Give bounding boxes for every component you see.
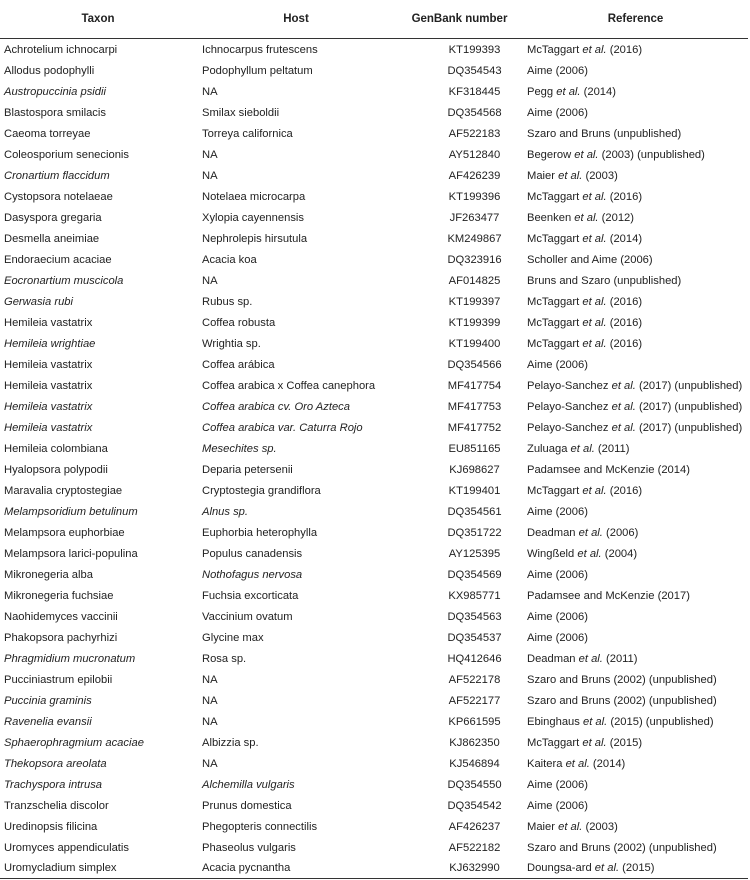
reference-etal: et al. bbox=[582, 715, 608, 728]
genbank-cell: DQ354569 bbox=[447, 568, 502, 581]
reference-cell bbox=[523, 459, 748, 480]
host-cell: Phegopteris connectilis bbox=[202, 820, 318, 833]
reference-authors: Pegg bbox=[527, 85, 557, 98]
host-cell: Coffea arabica cv. Oro Azteca bbox=[202, 400, 350, 413]
table-row bbox=[0, 858, 748, 879]
reference-year: (2016) bbox=[606, 484, 643, 497]
reference-cell bbox=[523, 81, 748, 102]
header-host: Host bbox=[196, 0, 396, 39]
table-row bbox=[0, 207, 748, 228]
genbank-cell: KT199393 bbox=[448, 43, 501, 56]
host-cell: Nephrolepis hirsutula bbox=[202, 232, 308, 245]
host-cell: NA bbox=[202, 694, 218, 707]
reference-year: (2003) bbox=[582, 820, 618, 833]
genbank-cell: DQ354563 bbox=[447, 610, 502, 623]
reference-etal: et al. bbox=[582, 736, 607, 749]
reference-cell bbox=[523, 186, 748, 207]
taxon-cell: Thekopsora areolata bbox=[4, 757, 107, 770]
genbank-cell: DQ323916 bbox=[447, 253, 502, 266]
reference-year: (2011) bbox=[594, 442, 630, 455]
reference-cell bbox=[523, 39, 748, 61]
reference-etal: et al. bbox=[582, 232, 607, 245]
genbank-cell: KT199397 bbox=[448, 295, 501, 308]
taxon-cell: Desmella aneimiae bbox=[4, 232, 100, 245]
taxon-cell: Blastospora smilacis bbox=[4, 106, 106, 119]
reference-cell bbox=[523, 270, 748, 291]
reference-etal: et al. bbox=[611, 421, 636, 434]
taxon-cell: Mikronegeria fuchsiae bbox=[4, 589, 114, 602]
host-cell: Vaccinium ovatum bbox=[202, 610, 293, 623]
header-reference: Reference bbox=[523, 0, 748, 39]
genbank-cell: KJ546894 bbox=[449, 757, 500, 770]
reference-year: (2003) (unpublished) bbox=[598, 148, 705, 161]
taxon-cell: Caeoma torreyae bbox=[4, 127, 91, 140]
host-cell: Alchemilla vulgaris bbox=[202, 778, 295, 791]
host-cell: Fuchsia excorticata bbox=[202, 589, 299, 602]
reference-year: (2016) bbox=[606, 316, 643, 329]
reference-authors: Szaro and Bruns (unpublished) bbox=[527, 127, 682, 140]
reference-year: (2014) bbox=[589, 757, 626, 770]
host-cell: Alnus sp. bbox=[202, 505, 249, 518]
taxon-cell: Dasyspora gregaria bbox=[4, 211, 102, 224]
host-cell: Acacia pycnantha bbox=[196, 858, 396, 879]
reference-etal: et al. bbox=[556, 85, 581, 98]
reference-authors: Aime (2006) bbox=[527, 568, 588, 581]
taxon-cell: Endoraecium acaciae bbox=[4, 253, 112, 266]
header-genbank: GenBank number bbox=[396, 0, 523, 39]
reference-etal: et al. bbox=[582, 43, 607, 56]
genbank-cell: AF522182 bbox=[448, 841, 501, 854]
genbank-cell: DQ354561 bbox=[447, 505, 502, 518]
table-row bbox=[0, 354, 748, 375]
taxon-cell: Hyalopsora polypodii bbox=[4, 463, 108, 476]
reference-authors: McTaggart bbox=[527, 337, 583, 350]
reference-authors: Aime (2006) bbox=[527, 505, 588, 518]
genbank-cell: DQ354537 bbox=[447, 631, 502, 644]
reference-cell bbox=[523, 228, 748, 249]
taxon-cell: Coleosporium senecionis bbox=[4, 148, 129, 161]
reference-cell bbox=[523, 249, 748, 270]
taxon-cell: Melampsoridium betulinum bbox=[4, 505, 138, 518]
reference-authors: Aime (2006) bbox=[527, 358, 588, 371]
reference-cell bbox=[523, 333, 748, 354]
genbank-cell: KP661595 bbox=[448, 715, 501, 728]
reference-etal: et al. bbox=[611, 379, 636, 392]
table-body bbox=[0, 39, 748, 879]
reference-authors: Padamsee and McKenzie (2017) bbox=[527, 589, 690, 602]
reference-etal: et al. bbox=[582, 295, 607, 308]
host-cell: Coffea arábica bbox=[202, 358, 275, 371]
taxon-cell: Mikronegeria alba bbox=[4, 568, 93, 581]
taxon-cell: Hemileia vastatrix bbox=[4, 358, 93, 371]
reference-authors: Maier bbox=[527, 820, 559, 833]
reference-authors: Deadman bbox=[527, 652, 579, 665]
host-cell: Prunus domestica bbox=[202, 799, 292, 812]
reference-cell bbox=[523, 774, 748, 795]
reference-authors: Ebinghaus bbox=[527, 715, 583, 728]
host-cell: Cryptostegia grandiflora bbox=[202, 484, 321, 497]
reference-authors: McTaggart bbox=[527, 736, 583, 749]
reference-authors: Begerow bbox=[527, 148, 575, 161]
taxon-cell: Hemileia wrightiae bbox=[4, 337, 96, 350]
table-row bbox=[0, 291, 748, 312]
reference-cell bbox=[523, 543, 748, 564]
reference-year: (2011) bbox=[602, 652, 638, 665]
host-cell: Deparia petersenii bbox=[202, 463, 293, 476]
reference-etal: et al. bbox=[574, 211, 599, 224]
host-cell: Nothofagus nervosa bbox=[202, 568, 303, 581]
table-row bbox=[0, 837, 748, 858]
host-cell: Coffea arabica var. Caturra Rojo bbox=[202, 421, 363, 434]
reference-authors: Aime (2006) bbox=[527, 778, 588, 791]
table-row bbox=[0, 228, 748, 249]
reference-year: (2014) bbox=[606, 232, 643, 245]
table-row bbox=[0, 501, 748, 522]
reference-cell bbox=[523, 564, 748, 585]
table-row bbox=[0, 81, 748, 102]
host-cell: Xylopia cayennensis bbox=[202, 211, 304, 224]
reference-authors: Kaitera bbox=[527, 757, 566, 770]
taxon-cell: Cronartium flaccidum bbox=[4, 169, 110, 182]
table-row bbox=[0, 795, 748, 816]
genbank-cell: KT199400 bbox=[448, 337, 501, 350]
taxon-cell: Gerwasia rubi bbox=[4, 295, 74, 308]
genbank-cell: KT199399 bbox=[448, 316, 501, 329]
table-row bbox=[0, 480, 748, 501]
reference-cell bbox=[523, 438, 748, 459]
taxon-cell: Trachyspora intrusa bbox=[4, 778, 103, 791]
host-cell: Glycine max bbox=[202, 631, 264, 644]
reference-authors: Maier bbox=[527, 169, 559, 182]
reference-year: (2012) bbox=[598, 211, 634, 224]
reference-cell bbox=[523, 102, 748, 123]
reference-etal: et al. bbox=[582, 484, 607, 497]
taxon-cell: Hemileia colombiana bbox=[4, 442, 108, 455]
genbank-cell: KT199401 bbox=[448, 484, 501, 497]
host-cell: Mesechites sp. bbox=[202, 442, 277, 455]
host-cell: Coffea arabica x Coffea canephora bbox=[202, 379, 376, 392]
reference-cell bbox=[523, 795, 748, 816]
table-row bbox=[0, 543, 748, 564]
reference-authors: Wingßeld bbox=[527, 547, 578, 560]
reference-cell bbox=[523, 501, 748, 522]
reference-authors: Szaro and Bruns (2002) (unpublished) bbox=[527, 694, 717, 707]
taxon-cell: Uredinopsis filicina bbox=[4, 820, 98, 833]
taxon-cell: Allodus podophylli bbox=[4, 64, 95, 77]
taxon-cell: Tranzschelia discolor bbox=[4, 799, 109, 812]
taxon-cell: Hemileia vastatrix bbox=[4, 316, 93, 329]
table-row bbox=[0, 732, 748, 753]
genbank-cell: DQ354550 bbox=[447, 778, 502, 791]
table-row bbox=[0, 165, 748, 186]
reference-year: (2015) bbox=[619, 862, 655, 874]
reference-authors: McTaggart bbox=[527, 316, 583, 329]
reference-etal: et al. bbox=[558, 169, 583, 182]
taxon-cell: Achrotelium ichnocarpi bbox=[4, 43, 118, 56]
table-row bbox=[0, 249, 748, 270]
reference-cell bbox=[523, 144, 748, 165]
reference-authors: Scholler and Aime (2006) bbox=[527, 253, 653, 266]
taxon-cell: Uromycladium simplex bbox=[0, 858, 196, 879]
host-cell: NA bbox=[202, 148, 218, 161]
taxon-cell: Eocronartium muscicola bbox=[4, 274, 124, 287]
reference-authors: McTaggart bbox=[527, 295, 583, 308]
reference-cell bbox=[523, 816, 748, 837]
host-cell: Rosa sp. bbox=[202, 652, 247, 665]
reference-authors: Aime (2006) bbox=[527, 631, 588, 644]
reference-cell bbox=[523, 627, 748, 648]
genbank-cell: KJ632990 bbox=[396, 858, 523, 879]
table-row bbox=[0, 375, 748, 396]
reference-cell bbox=[523, 753, 748, 774]
taxon-cell: Hemileia vastatrix bbox=[4, 400, 93, 413]
genbank-cell: AF426237 bbox=[448, 820, 501, 833]
reference-year: (2006) bbox=[602, 526, 639, 539]
host-cell: Populus canadensis bbox=[202, 547, 303, 560]
reference-year: (2016) bbox=[606, 295, 643, 308]
taxon-cell: Melampsora euphorbiae bbox=[4, 526, 125, 539]
table-row bbox=[0, 39, 748, 61]
table-row bbox=[0, 270, 748, 291]
reference-authors: Deadman bbox=[527, 526, 579, 539]
reference-etal: et al. bbox=[570, 442, 595, 455]
taxon-cell: Cystopsora notelaeae bbox=[4, 190, 113, 203]
reference-etal: et al. bbox=[574, 148, 599, 161]
genbank-cell: DQ354542 bbox=[447, 799, 502, 812]
table-row bbox=[0, 669, 748, 690]
reference-authors: Bruns and Szaro (unpublished) bbox=[527, 274, 682, 287]
genbank-cell: AF426239 bbox=[448, 169, 501, 182]
reference-year: (2017) (unpublished) bbox=[635, 400, 743, 413]
host-cell: NA bbox=[202, 85, 218, 98]
taxon-cell: Maravalia cryptostegiae bbox=[4, 484, 123, 497]
host-cell: Podophyllum peltatum bbox=[202, 64, 313, 77]
reference-authors: Szaro and Bruns (2002) (unpublished) bbox=[527, 841, 717, 854]
genbank-cell: AF522177 bbox=[448, 694, 501, 707]
table-row bbox=[0, 396, 748, 417]
reference-authors: Aime (2006) bbox=[527, 64, 588, 77]
host-cell: Wrightia sp. bbox=[202, 337, 261, 350]
taxon-cell: Austropuccinia psidii bbox=[4, 85, 106, 98]
reference-cell bbox=[523, 354, 748, 375]
genbank-cell: MF417752 bbox=[447, 421, 502, 434]
reference-cell bbox=[523, 669, 748, 690]
reference-year: (2016) bbox=[606, 337, 643, 350]
genbank-cell: KJ698627 bbox=[449, 463, 500, 476]
reference-cell bbox=[523, 375, 748, 396]
reference-year: (2015) (unpublished) bbox=[607, 715, 714, 728]
reference-cell bbox=[523, 417, 748, 438]
reference-year: (2016) bbox=[606, 190, 643, 203]
table-row bbox=[0, 459, 748, 480]
reference-cell bbox=[523, 585, 748, 606]
genbank-cell: HQ412646 bbox=[447, 652, 502, 665]
reference-cell bbox=[523, 123, 748, 144]
host-cell: Ichnocarpus frutescens bbox=[202, 43, 318, 56]
reference-cell bbox=[523, 837, 748, 858]
table-row bbox=[0, 585, 748, 606]
taxon-cell: Sphaerophragmium acaciae bbox=[4, 736, 144, 749]
genbank-cell: AY512840 bbox=[448, 148, 501, 161]
genbank-cell: MF417754 bbox=[447, 379, 502, 392]
reference-etal: et al. bbox=[594, 862, 620, 874]
reference-authors: McTaggart bbox=[527, 232, 583, 245]
table-row bbox=[0, 123, 748, 144]
host-cell: Euphorbia heterophylla bbox=[202, 526, 318, 539]
reference-year: (2017) (unpublished) bbox=[635, 421, 743, 434]
reference-cell bbox=[523, 522, 748, 543]
header-row bbox=[0, 0, 748, 39]
table-row bbox=[0, 774, 748, 795]
table-row bbox=[0, 438, 748, 459]
table-row bbox=[0, 522, 748, 543]
reference-year: (2017) (unpublished) bbox=[635, 379, 743, 392]
reference-authors: Aime (2006) bbox=[527, 610, 588, 623]
reference-authors: Aime (2006) bbox=[527, 106, 588, 119]
table-row bbox=[0, 60, 748, 81]
table-row bbox=[0, 186, 748, 207]
host-cell: Phaseolus vulgaris bbox=[202, 841, 296, 854]
table-row bbox=[0, 690, 748, 711]
genbank-cell: DQ354566 bbox=[447, 358, 502, 371]
reference-year: (2016) bbox=[606, 43, 643, 56]
table-row bbox=[0, 753, 748, 774]
taxon-cell: Ravenelia evansii bbox=[4, 715, 92, 728]
reference-etal: et al. bbox=[611, 400, 636, 413]
reference-cell bbox=[523, 207, 748, 228]
table-row bbox=[0, 333, 748, 354]
host-cell: Smilax sieboldii bbox=[202, 106, 280, 119]
reference-etal: et al. bbox=[558, 820, 583, 833]
genbank-cell: KX985771 bbox=[448, 589, 501, 602]
reference-year: (2004) bbox=[601, 547, 638, 560]
taxon-cell: Melampsora larici-populina bbox=[4, 547, 138, 560]
host-cell: NA bbox=[202, 757, 218, 770]
reference-authors: Doungsa-ard bbox=[527, 862, 595, 874]
reference-authors: McTaggart bbox=[527, 484, 583, 497]
reference-etal: et al. bbox=[582, 316, 607, 329]
reference-etal: et al. bbox=[582, 190, 607, 203]
taxon-cell: Phragmidium mucronatum bbox=[4, 652, 136, 665]
genbank-cell: AF522178 bbox=[448, 673, 501, 686]
reference-cell bbox=[523, 606, 748, 627]
reference-cell bbox=[523, 312, 748, 333]
reference-cell bbox=[523, 480, 748, 501]
genbank-cell: AY125395 bbox=[448, 547, 501, 560]
genbank-cell: EU851165 bbox=[448, 442, 501, 455]
reference-authors: Pelayo-Sanchez bbox=[527, 400, 612, 413]
taxon-cell: Hemileia vastatrix bbox=[4, 379, 93, 392]
table-row bbox=[0, 144, 748, 165]
reference-etal: et al. bbox=[565, 757, 590, 770]
reference-authors: McTaggart bbox=[527, 190, 583, 203]
reference-authors: Szaro and Bruns (2002) (unpublished) bbox=[527, 673, 717, 686]
host-cell: Albizzia sp. bbox=[202, 736, 259, 749]
reference-authors: Pelayo-Sanchez bbox=[527, 421, 612, 434]
reference-year: (2015) bbox=[606, 736, 643, 749]
genbank-cell: AF014825 bbox=[448, 274, 501, 287]
reference-cell bbox=[523, 711, 748, 732]
taxon-cell: Puccinia graminis bbox=[4, 694, 92, 707]
reference-cell bbox=[523, 732, 748, 753]
genbank-cell: DQ354568 bbox=[447, 106, 502, 119]
table-row bbox=[0, 711, 748, 732]
genbank-cell: AF522183 bbox=[448, 127, 501, 140]
host-cell: Rubus sp. bbox=[202, 295, 253, 308]
genbank-cell: DQ351722 bbox=[447, 526, 502, 539]
taxon-cell: Pucciniastrum epilobii bbox=[4, 673, 113, 686]
reference-cell bbox=[523, 858, 748, 879]
reference-authors: Beenken bbox=[527, 211, 575, 224]
table-row bbox=[0, 102, 748, 123]
table-row bbox=[0, 312, 748, 333]
genbank-cell: KT199396 bbox=[448, 190, 501, 203]
table-row bbox=[0, 627, 748, 648]
table-row bbox=[0, 417, 748, 438]
reference-authors: McTaggart bbox=[527, 43, 583, 56]
reference-etal: et al. bbox=[577, 547, 602, 560]
reference-etal: et al. bbox=[578, 526, 603, 539]
genbank-cell: MF417753 bbox=[447, 400, 502, 413]
taxon-cell: Uromyces appendiculatis bbox=[4, 841, 129, 854]
reference-cell bbox=[523, 648, 748, 669]
genbank-cell: KM249867 bbox=[447, 232, 502, 245]
host-cell: Torreya californica bbox=[202, 127, 293, 140]
taxon-cell: Naohidemyces vaccinii bbox=[4, 610, 118, 623]
reference-cell bbox=[523, 690, 748, 711]
host-cell: Coffea robusta bbox=[202, 316, 276, 329]
host-cell: NA bbox=[202, 169, 218, 182]
table-row bbox=[0, 606, 748, 627]
reference-authors: Padamsee and McKenzie (2014) bbox=[527, 463, 690, 476]
reference-etal: et al. bbox=[582, 337, 607, 350]
reference-year: (2014) bbox=[580, 85, 616, 98]
table-row bbox=[0, 648, 748, 669]
host-cell: NA bbox=[202, 715, 218, 728]
reference-cell bbox=[523, 291, 748, 312]
reference-year: (2003) bbox=[582, 169, 618, 182]
reference-authors: Zuluaga bbox=[527, 442, 571, 455]
host-cell: Acacia koa bbox=[202, 253, 257, 266]
genbank-cell: JF263477 bbox=[449, 211, 500, 224]
host-cell: NA bbox=[202, 274, 218, 287]
taxon-cell: Hemileia vastatrix bbox=[4, 421, 93, 434]
reference-cell bbox=[523, 165, 748, 186]
reference-authors: Pelayo-Sanchez bbox=[527, 379, 612, 392]
table-row bbox=[0, 816, 748, 837]
header-taxon: Taxon bbox=[0, 0, 196, 39]
reference-authors: Aime (2006) bbox=[527, 799, 588, 812]
reference-cell bbox=[523, 396, 748, 417]
host-cell: Notelaea microcarpa bbox=[202, 190, 306, 203]
genbank-cell: KF318445 bbox=[448, 85, 501, 98]
reference-cell bbox=[523, 60, 748, 81]
reference-etal: et al. bbox=[578, 652, 603, 665]
taxon-cell: Phakopsora pachyrhizi bbox=[4, 631, 118, 644]
genbank-cell: KJ862350 bbox=[449, 736, 500, 749]
host-cell: NA bbox=[202, 673, 218, 686]
genbank-cell: DQ354543 bbox=[447, 64, 502, 77]
table-row bbox=[0, 564, 748, 585]
